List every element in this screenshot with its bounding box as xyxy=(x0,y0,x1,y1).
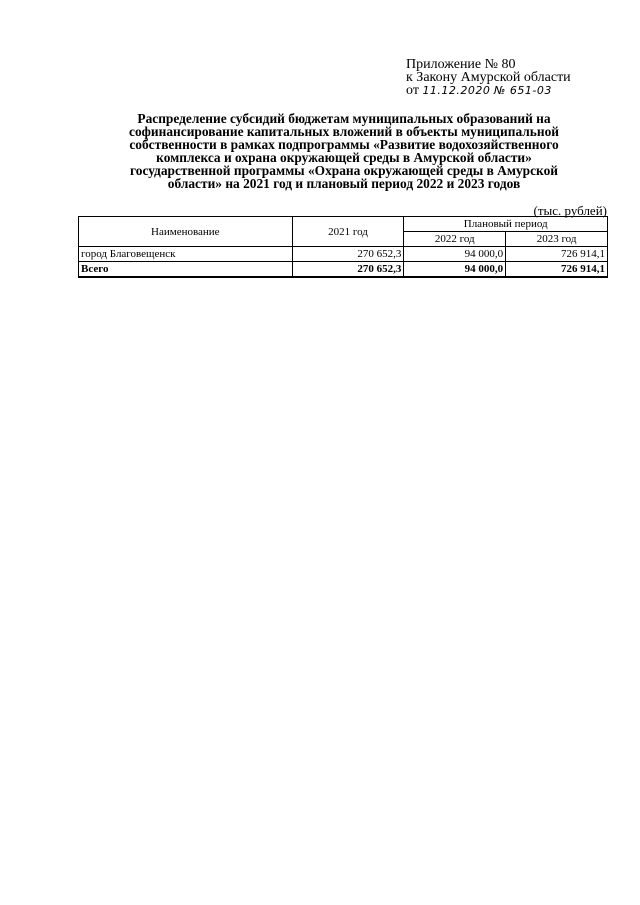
row-name: город Благовещенск xyxy=(79,247,293,262)
header-2023: 2023 год xyxy=(506,232,608,247)
total-value-2023: 726 914,1 xyxy=(506,262,608,278)
title-line-5: государственной программы «Охрана окружающей среды в Амурской xyxy=(130,163,558,178)
total-value-2021: 270 652,3 xyxy=(292,262,404,278)
row-value-2021: 270 652,3 xyxy=(292,247,404,262)
table-row xyxy=(79,247,608,262)
handwritten-date: 11.12.2020 xyxy=(422,84,491,97)
row-value-2023: 726 914,1 xyxy=(506,247,608,262)
row-value-2022: 94 000,0 xyxy=(404,247,506,262)
header-2022: 2022 год xyxy=(404,232,506,247)
header-2021: 2021 год xyxy=(292,217,404,247)
title-line-3: собственности в рамках подпрограммы «Развитие водохозяйственного xyxy=(129,137,559,152)
total-value-2022: 94 000,0 xyxy=(404,262,506,278)
document-title xyxy=(82,112,606,190)
table-total-row xyxy=(79,262,608,278)
handwritten-law-number: № 651-03 xyxy=(493,84,552,97)
appendix-date-line xyxy=(406,84,571,97)
appendix-law-reference: к Закону Амурской области xyxy=(406,70,571,85)
header-planned-period: Плановый период xyxy=(404,217,608,232)
title-line-2: софинансирование капитальных вложений в объекты муниципальной xyxy=(129,124,559,139)
title-line-1: Распределение субсидий бюджетам муниципальных образований на xyxy=(137,111,551,126)
title-line-6: области» на 2021 год и плановый период 2022 и 2023 годов xyxy=(167,176,521,191)
appendix-date-prefix: от xyxy=(406,83,419,98)
table-header-row xyxy=(79,217,608,232)
total-name: Всего xyxy=(79,262,293,278)
subsidy-table xyxy=(78,216,608,278)
title-line-4: комплекса и охрана окружающей среды в Амурской области» xyxy=(156,150,532,165)
header-name: Наименование xyxy=(79,217,293,247)
units-label: (тыс. рублей) xyxy=(533,203,607,218)
appendix-header xyxy=(406,58,571,97)
appendix-number: Приложение № 80 xyxy=(406,57,516,72)
